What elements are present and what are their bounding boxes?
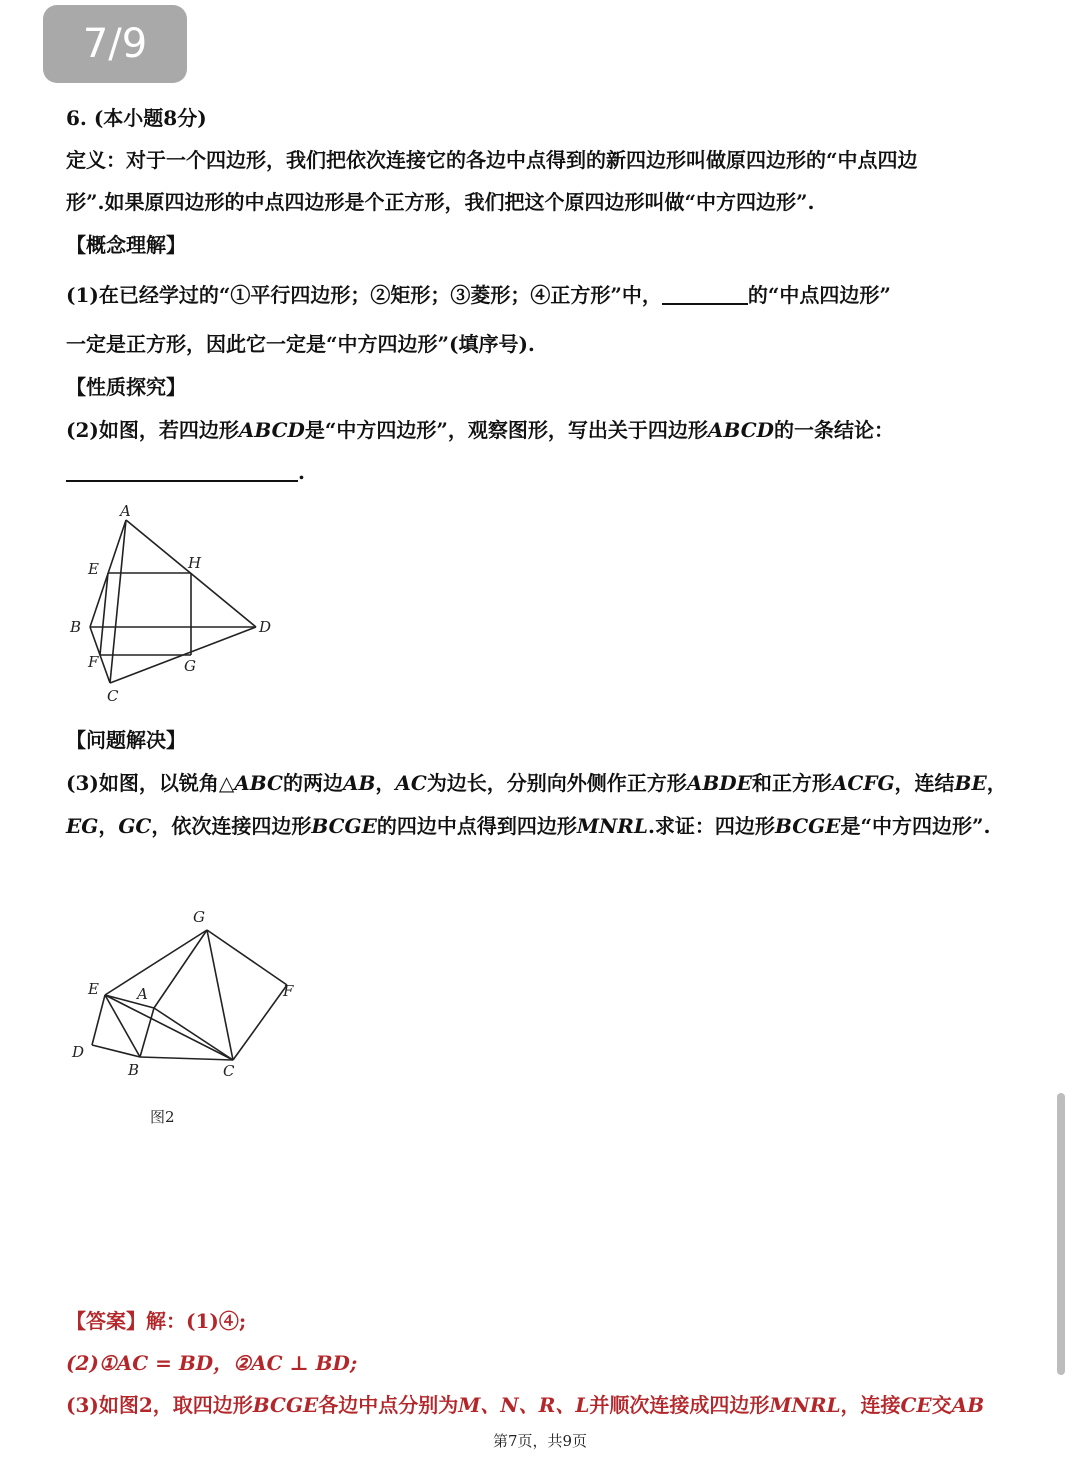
part3-text-e: ，连结: [894, 771, 955, 795]
part1-line-1: [66, 285, 891, 305]
answer3-text-c: 并顺次连接成四边形: [589, 1393, 770, 1417]
part3-ab: AB: [342, 771, 376, 795]
part2-text-c: 的一条结论：: [773, 418, 894, 442]
answer3-ce: CE: [900, 1393, 932, 1417]
part1-line-2: 一定是正方形，因此它一定是“中方四边形”(填序号).: [66, 332, 535, 356]
fig1-label-b: B: [70, 618, 82, 636]
definition-line-1: 定义：对于一个四边形，我们把依次连接它的各边中点得到的新四边形叫做原四边形的“中点四边: [66, 148, 918, 172]
part3-text-h: .求证：四边形: [647, 814, 775, 838]
part3-text-a: (3)如图，以锐角△: [66, 771, 235, 795]
part3-eg: EG: [66, 814, 99, 838]
part3-be: BE: [954, 771, 987, 795]
fig1-label-h: H: [188, 554, 202, 572]
part3-comma-3: ，: [98, 814, 119, 838]
answer3-mnrl: M、N、R、L: [458, 1393, 590, 1417]
page-indicator-badge: 7/9: [43, 5, 187, 83]
fig2-label-b: B: [128, 1061, 140, 1079]
fig1-label-d: D: [259, 618, 272, 636]
answer-blank-1: [662, 303, 748, 305]
part3-bcge-2: BCGE: [774, 814, 841, 838]
part2-text-a: (2)如图，若四边形: [66, 418, 239, 442]
part2-answer-line: [66, 462, 305, 482]
fig1-label-f: F: [88, 653, 99, 671]
section-concept-heading: 【概念理解】: [66, 233, 186, 257]
part3-abde: ABDE: [686, 771, 752, 795]
part2-abcd: ABCD: [238, 418, 305, 442]
part1-text-b: 的“中点四边形”: [747, 283, 891, 307]
part3-text-b: 的两边: [282, 771, 343, 795]
part3-acfg: ACFG: [831, 771, 895, 795]
part3-text-c: 为边长，分别向外侧作正方形: [426, 771, 687, 795]
figure-1-midpoint-square: [60, 500, 290, 710]
part3-comma-2: ，: [986, 771, 1007, 795]
part3-line-2: [66, 816, 990, 836]
answer3-ab: AB: [951, 1393, 985, 1417]
answer3-text-b: 各边中点分别为: [318, 1393, 459, 1417]
part3-line-1: [66, 773, 1007, 793]
answer3-bcge: BCGE: [252, 1393, 319, 1417]
part3-comma-1: ，: [375, 771, 396, 795]
fig2-label-g: G: [193, 908, 205, 926]
answer-line-3: [66, 1395, 984, 1415]
part2-abcd-2: ABCD: [707, 418, 774, 442]
fig2-label-f: F: [283, 982, 294, 1000]
part3-text-f: ，依次连接四边形: [151, 814, 312, 838]
answer-line-1: 【答案】解：(1)④;: [66, 1309, 247, 1333]
fig2-label-c: C: [223, 1062, 235, 1080]
part1-text-a: (1)在已经学过的“①平行四边形；②矩形；③菱形；④正方形”中，: [66, 283, 662, 307]
answer3-text-d: ，连接: [840, 1393, 901, 1417]
page-footer: 第7页，共9页: [492, 1432, 588, 1450]
answer-line-2: (2)①AC = BD，②AC ⊥ BD;: [66, 1351, 358, 1375]
part3-text-d: 和正方形: [751, 771, 832, 795]
fig2-caption: 图2: [150, 1108, 175, 1126]
part3-text-g: 的四边中点得到四边形: [376, 814, 577, 838]
fig1-label-a: A: [120, 502, 131, 520]
fig2-label-e: E: [88, 980, 99, 998]
answer-blank-2: [66, 480, 298, 482]
fig1-label-g: G: [184, 657, 196, 675]
vertical-scrollbar[interactable]: [1057, 1093, 1065, 1375]
answer3-mnrl-2: MNRL: [769, 1393, 841, 1417]
definition-line-2: 形”.如果原四边形的中点四边形是个正方形，我们把这个原四边形叫做“中方四边形”.: [66, 190, 815, 214]
answer3-text-a: (3)如图2，取四边形: [66, 1393, 253, 1417]
part2-period: .: [298, 460, 305, 484]
part3-bcge: BCGE: [311, 814, 377, 838]
fig1-label-c: C: [107, 687, 119, 705]
part3-abc: ABC: [234, 771, 283, 795]
part2-text-b: 是“中方四边形”，观察图形，写出关于四边形: [304, 418, 708, 442]
part3-text-i: 是“中方四边形”.: [840, 814, 991, 838]
section-property-heading: 【性质探究】: [66, 375, 186, 399]
part3-gc: GC: [118, 814, 152, 838]
fig2-label-d: D: [72, 1043, 85, 1061]
section-problem-heading: 【问题解决】: [66, 728, 186, 752]
figure-2-squares-on-triangle: [60, 900, 320, 1140]
part2-line: [66, 420, 894, 440]
part3-ac: AC: [395, 771, 427, 795]
fig1-label-e: E: [88, 560, 99, 578]
part3-mnrl: MNRL: [576, 814, 648, 838]
answer3-text-e: 交: [931, 1393, 952, 1417]
question-number: 6. (本小题8分): [66, 106, 207, 130]
fig2-label-a: A: [137, 985, 148, 1003]
